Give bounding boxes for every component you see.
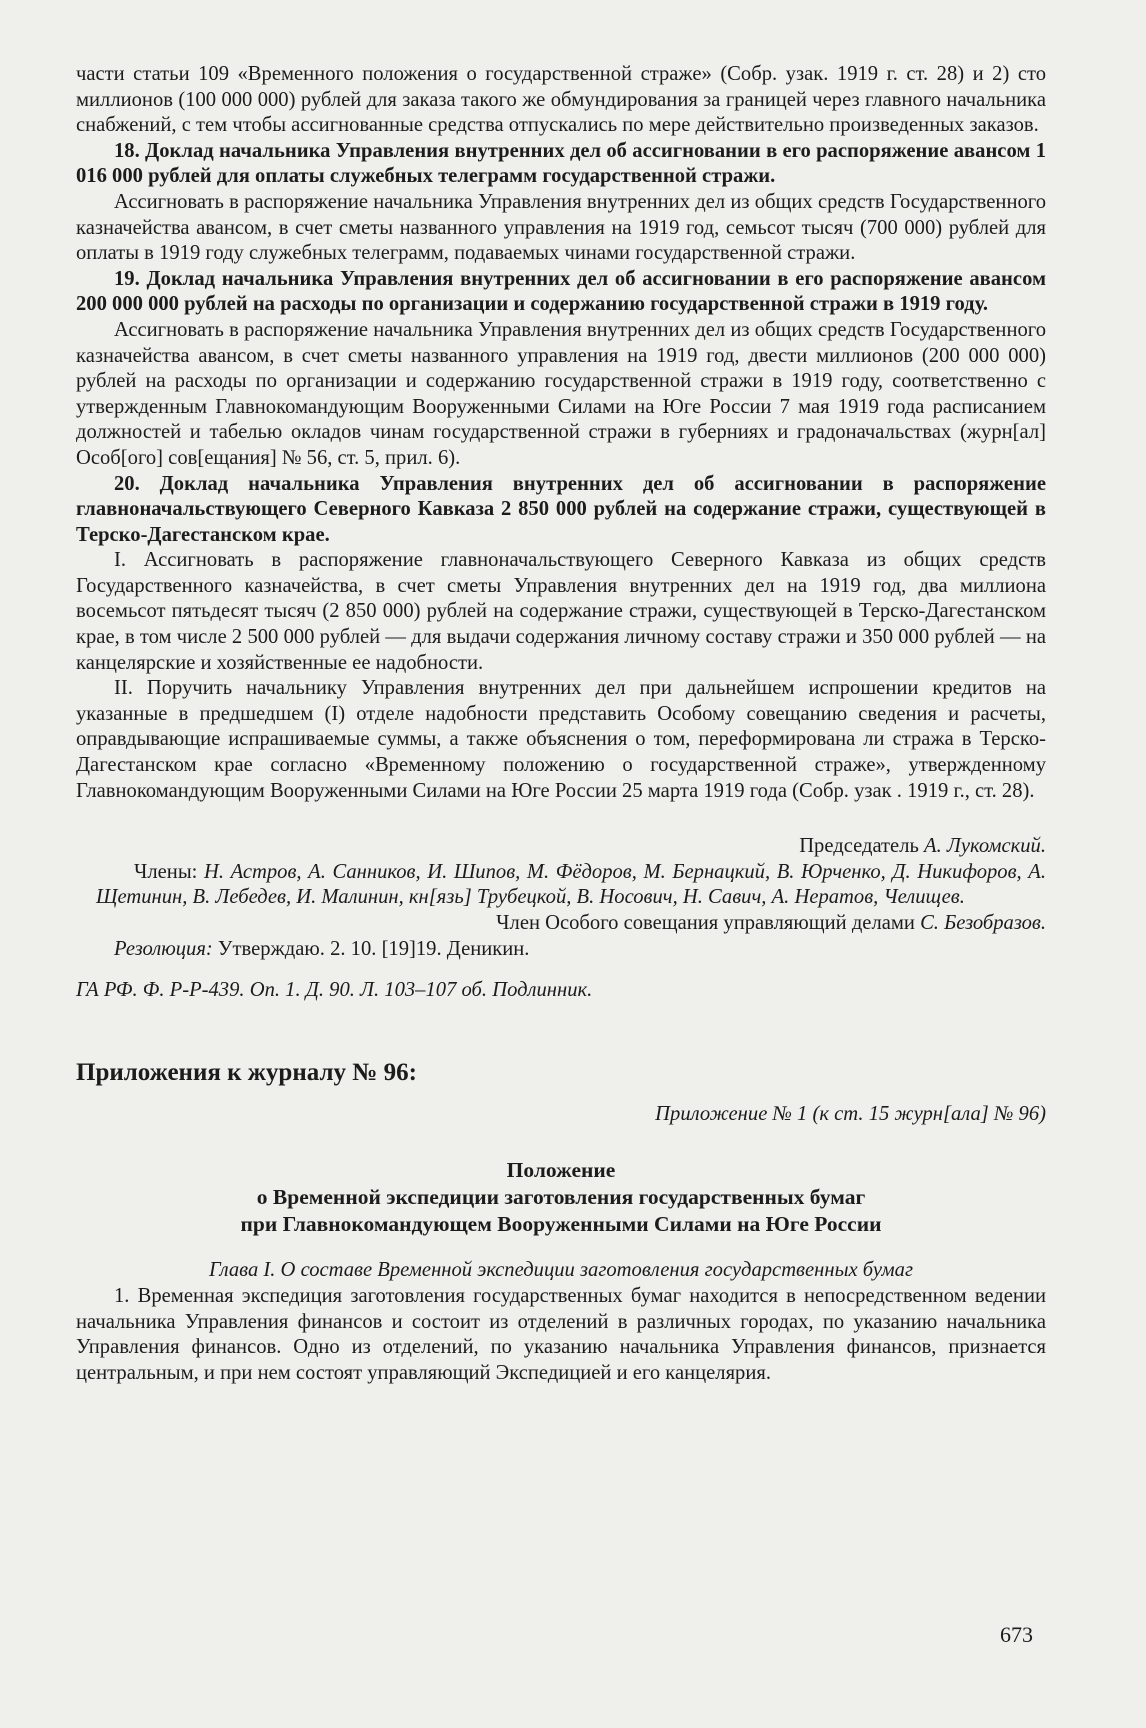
item-18-text: Ассигновать в распоряжение начальника Управления внутренних дел из общих средств Государственного казначейства авансом, в счет сметы названного управления на 1919 год, семьсот тысяч (700 000) рублей для оплаты в 1919 году служебных телеграмм, подаваемых чинами государственной стражи. [76, 190, 1046, 265]
chapter-heading: Глава I. О составе Временной экспедиции заготовления государственных бумаг [209, 1259, 913, 1282]
item-18-heading: 18. Доклад начальника Управления внутренних дел об ассигновании в его распоряжение авансом 1 016 000 рублей для оплаты служебных телеграмм государственной стражи. [76, 139, 1046, 188]
regulation-title-line-3: при Главнокомандующем Вооруженными Силами на Юге России [240, 1212, 882, 1237]
item-20-heading: 20. Доклад начальника Управления внутренних дел об ассигновании в распоряжение главноначальствующего Северного Кавказа 2 850 000 рублей на содержание стражи, существующей в Терско-Дагестанском крае. [76, 472, 1046, 546]
manager-signature [76, 911, 1046, 937]
page-number: 673 [1000, 1622, 1033, 1647]
members-label: Члены: [134, 860, 204, 883]
members-signatures [76, 860, 1046, 911]
paragraph-continuation: части статьи 109 «Временного положения о государственной страже» (Собр. узак. 1919 г. ст. 28) и 2) сто миллионов (100 000 000) рублей для заказа такого же обмундирования за границей через главного начальника снабжений, с тем чтобы ассигнованные средства отпускались по мере действительно произведенных заказов. [76, 63, 1046, 137]
resolution-label: Резолюция: [114, 937, 213, 960]
manager-name: С. Безобразов. [920, 912, 1046, 934]
regulation-title-line-2: о Временной экспедиции заготовления государственных бумаг [256, 1185, 866, 1210]
article-1-text: 1. Временная экспедиция заготовления государственных бумаг находится в непосредственном ведении начальника Управления финансов и состоит из отделений в различных городах, по указанию начальника Управления финансов. Одно из отделений, по указанию начальника Управления финансов, признается центральным, и при нем состоят управляющий Экспедицией и его канцелярия. [76, 1284, 1046, 1384]
appendix-reference: Приложение № 1 (к ст. 15 журн[ала] № 96) [655, 1102, 1046, 1125]
members-names: Н. Астров, А. Санников, И. Шипов, М. Фёдоров, М. Бернацкий, В. Юрченко, Д. Никифоров, А. Щетинин, В. Лебедев, И. Малинин, кн[язь] Трубецкой, В. Носович, Н. Савич, А. Нератов, Челищев. [96, 860, 1046, 909]
item-19-text: Ассигновать в распоряжение начальника Управления внутренних дел из общих средств Государственного казначейства авансом, в счет сметы названного управления на 1919 год, двести миллионов (200 000 000) рублей на расходы по организации и содержанию государственной стражи в 1919 году, соответственно с утвержденным Главнокомандующим Вооруженными Силами на Юге России 7 мая 1919 года расписанием должностей и табелью окладов чинам государственной стражи в губерниях и градоначальствах (журн[ал] Особ[ого] сов[ещания] № 56, ст. 5, прил. 6). [76, 318, 1046, 469]
item-19-heading: 19. Доклад начальника Управления внутренних дел об ассигновании в его распоряжение авансом 200 000 000 рублей на расходы по организации и содержанию государственной стражи в 1919 году. [76, 267, 1046, 316]
chairman-name: А. Лукомский. [924, 835, 1046, 858]
item-20-section-2: II. Поручить начальнику Управления внутренних дел при дальнейшем испрошении кредитов на указанные в предшедшем (I) отделе надобности представить Особому совещанию сведения и расчеты, оправдывающие испрашиваемые суммы, а также объяснения о том, переформирована ли стража в Терско-Дагестанском крае согласно «Временному положению о государственной страже», утвержденному Главнокомандующим Вооруженными Силами на Юге России 25 марта 1919 года (Собр. узак . 1919 г., ст. 28). [76, 677, 1046, 802]
regulation-title [76, 1157, 1046, 1238]
manager-label: Член Особого совещания управляющий делами [496, 912, 921, 934]
item-20-section-1: I. Ассигновать в распоряжение главноначальствующего Северного Кавказа из общих средств Государственного казначейства, в счет сметы Управления внутренних дел на 1919 год, два миллиона восемьсот пятьдесят тысяч (2 850 000) рублей на содержание стражи, существующей в Терско-Дагестанском крае, в том числе 2 500 000 рублей — для выдачи содержания личному составу стражи и 350 000 рублей — на канцелярские и хозяйственные ее надобности. [76, 549, 1046, 674]
appendix-heading: Приложения к журналу № 96: [76, 1058, 417, 1086]
chairman-signature [76, 834, 1046, 860]
resolution-text: Утверждаю. 2. 10. [19]19. Деникин. [212, 937, 530, 960]
regulation-title-line-1: Положение [506, 1158, 616, 1183]
chairman-label: Председатель [799, 835, 925, 858]
resolution [76, 937, 1046, 963]
archive-reference: ГА РФ. Ф. Р-Р-439. Оп. 1. Д. 90. Л. 103–107 об. Подлинник. [76, 979, 593, 1002]
